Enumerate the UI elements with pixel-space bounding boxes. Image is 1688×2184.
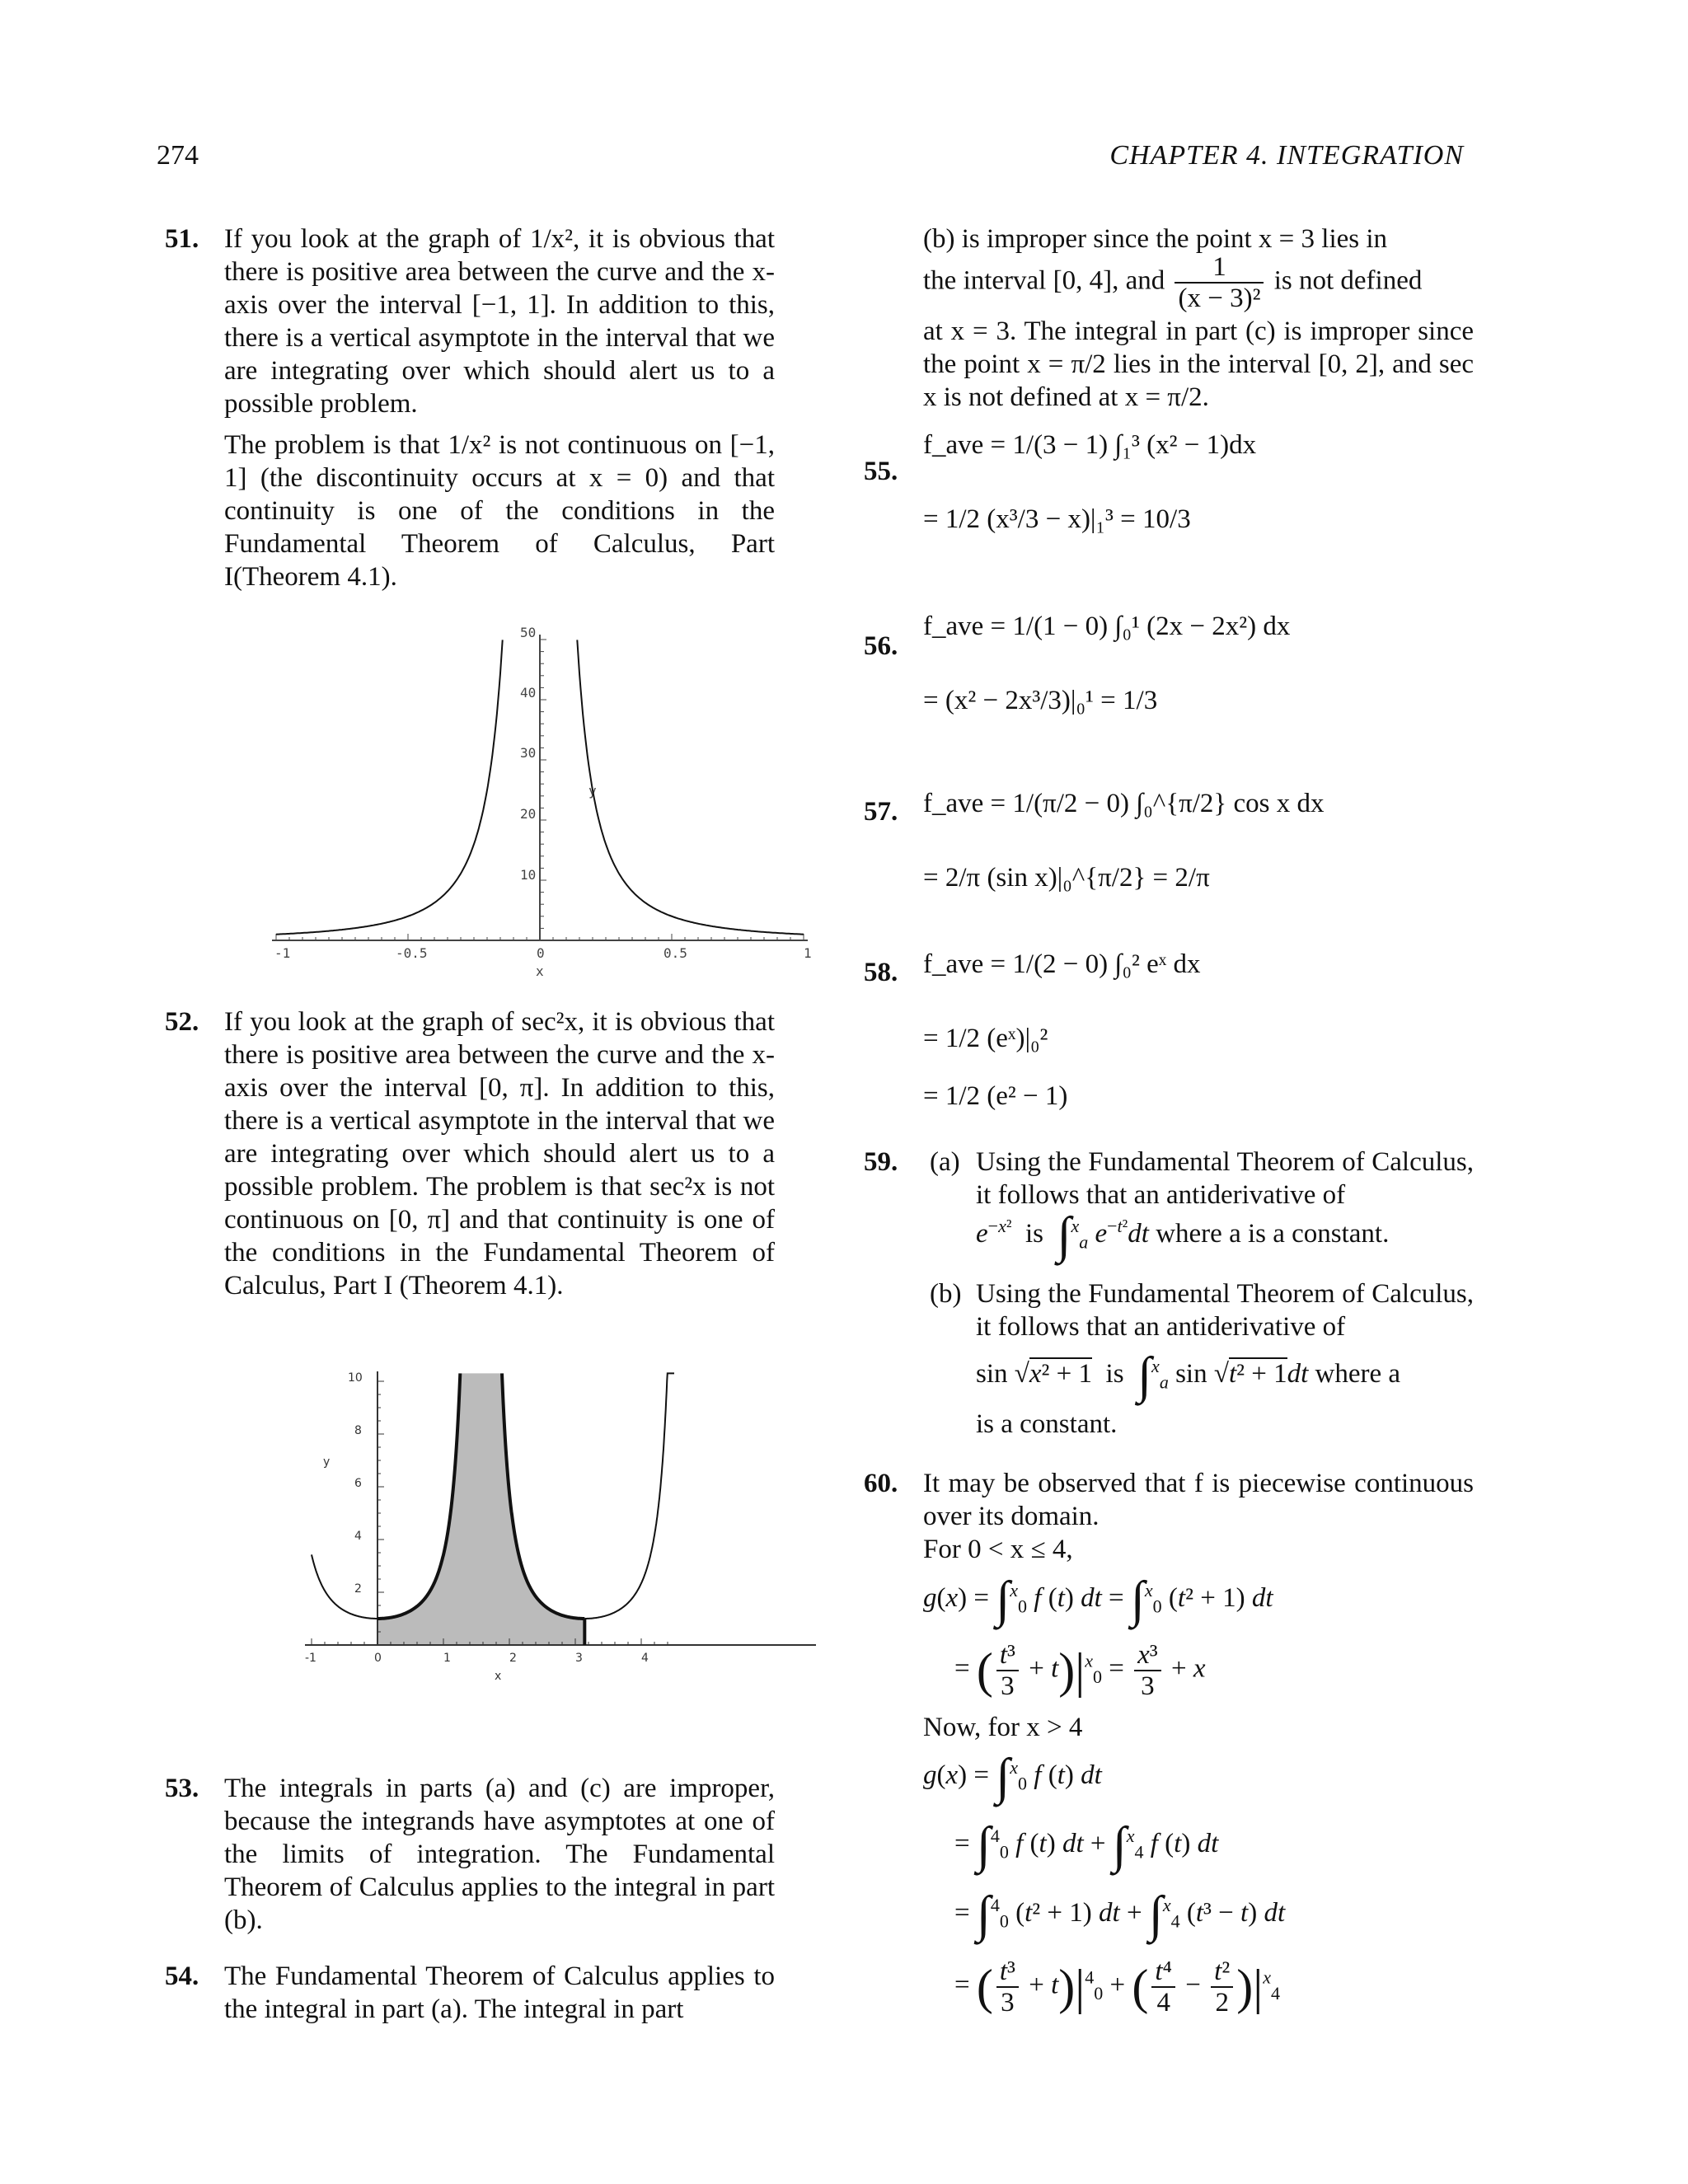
part-a-label: (a)	[930, 1147, 960, 1177]
problem-60-text: It may be observed that f is piecewise continuous over its domain.	[923, 1469, 1474, 1531]
part-b-formula: sin √x² + 1 is ∫$^x_a$ sin √t² + 1dt where a	[976, 1347, 1401, 1404]
x-tick-label: 0	[374, 1652, 382, 1665]
g-definition-line1: g(x) = ∫$^x_0$ f (t) dt = ∫$^x_0$ (t² + 1) dt	[923, 1572, 1273, 1629]
problem-60	[864, 1467, 1474, 2018]
problem-56	[864, 610, 1474, 758]
problem-56-line1: f_ave = 1/(1 − 0) ∫₀¹ (2x − 2x²) dx	[923, 612, 1291, 641]
y-tick-label: 20	[520, 806, 537, 822]
problem-54-text: The Fundamental Theorem of Calculus applies to the integral in part (a). The integral in part	[224, 1961, 775, 2024]
problem-51-para2: The problem is that 1/x² is not continuous on [−1, 1] (the discontinuity occurs at x = 0) and that continuity is one of the conditions in the Fundamental Theorem of Calculus, Part I(Theorem 4.1).	[224, 430, 775, 592]
g-definition-line6: = ( $\frac{\text{t³}}{3}$ + $t)|^4_0$ + ( $\frac{\text{t⁴}}{4}$ − $\frac{\text{t²}}{2}$ )$|^x_4$	[954, 1957, 1280, 2018]
curve-branch-right	[584, 1373, 674, 1619]
x-tick-label: 2	[509, 1652, 517, 1665]
y-tick-label: 40	[520, 685, 537, 701]
problem-number: 55.	[864, 457, 898, 486]
part-b-text: Using the Fundamental Theorem of Calculus, it follows that an antiderivative of	[976, 1279, 1474, 1342]
y-tick-label: 6	[354, 1477, 362, 1490]
problem-59	[864, 1146, 1474, 1442]
fraction: $\frac{1}{\text{(x − 3)²}}$	[1175, 252, 1264, 313]
x-axis-label: x	[536, 963, 544, 979]
problem-number: 53.	[165, 1774, 199, 1803]
y-tick-label: 10	[520, 867, 537, 883]
graph-reciprocal-square	[264, 626, 824, 989]
shaded-area	[377, 1373, 584, 1645]
problem-number: 57.	[864, 797, 898, 827]
x-tick-label: 4	[641, 1652, 649, 1665]
x-tick-label: 1	[804, 945, 812, 961]
y-axis-label: y	[323, 1455, 331, 1469]
problem-57-line1: f_ave = 1/(π/2 − 0) ∫₀^{π/2} cos x dx	[923, 789, 1325, 818]
graph-sec-squared	[272, 1368, 832, 1698]
y-tick-label: 30	[520, 745, 537, 761]
problem-51-para1: If you look at the graph of 1/x², it is obvious that there is positive area between the curve and the x-axis over the interval [−1, 1]. In addition to this, there is a vertical asymptote in the interval that we are integrating over which should alert us to a possible problem.	[224, 224, 775, 419]
problem-60-case2: Now, for x > 4	[923, 1713, 1083, 1742]
part-b-label: (b)	[930, 1279, 962, 1309]
problem-number: 56.	[864, 631, 898, 661]
y-tick-label: 2	[354, 1582, 362, 1596]
curve-right-branch	[577, 640, 804, 934]
part-a-formula: $e^{-x^2}$ is ∫$^x_a$ $e^{-t^2}dt$ where a is a constant.	[976, 1207, 1390, 1264]
curve-left-branch	[276, 640, 503, 934]
x-tick-label: -1	[274, 945, 291, 961]
problem-54-cont-line3: at x = 3. The integral in part (c) is improper since the point x = π/2 lies in the interval [0, 2], and sec x is not defined at x = π/2.	[923, 316, 1474, 412]
problem-number: 60.	[864, 1469, 898, 1498]
problem-55-line1: f_ave = 1/(3 − 1) ∫₁³ (x² − 1)dx	[923, 430, 1257, 460]
problem-54-cont-line1: (b) is improper since the point x = 3 lies in	[923, 224, 1388, 254]
y-tick-label: 10	[348, 1371, 363, 1385]
problem-number: 52.	[165, 1007, 199, 1037]
problem-number: 59.	[864, 1147, 898, 1177]
problem-58-line1: f_ave = 1/(2 − 0) ∫₀² eˣ dx	[923, 949, 1201, 979]
problem-55	[864, 429, 1474, 577]
x-tick-label: -1	[305, 1652, 316, 1665]
g-definition-line2: = ( $\frac{\text{t³}}{3}$ + $t)|^x_0$ = $\frac{\text{x³}}{3}$ + x	[954, 1640, 1206, 1701]
x-tick-label: -0.5	[396, 945, 428, 961]
y-tick-label: 50	[520, 626, 537, 640]
g-definition-line4: = ∫$^4_0$ f (t) dt + ∫$^x_4$ f (t) dt	[954, 1817, 1219, 1874]
problem-58	[864, 948, 1474, 1146]
g-definition-line5: = ∫$^4_0$ (t² + 1) dt + ∫$^x_4$ (t³ − t) dt	[954, 1886, 1286, 1943]
part-b-end: is a constant.	[976, 1409, 1118, 1439]
problem-53-text: The integrals in parts (a) and (c) are improper, because the integrands have asymptotes at one of the limits of integration. The Fundamental Theorem of Calculus applies to the integral in part (b).	[224, 1774, 775, 1935]
problem-58-line2: = 1/2 (eˣ)|₀²	[923, 1024, 1048, 1053]
problem-57	[864, 787, 1474, 935]
chapter-title: CHAPTER 4. INTEGRATION	[1109, 140, 1464, 171]
problem-57-line2: = 2/π (sin x)|₀^{π/2} = 2/π	[923, 863, 1210, 893]
x-tick-label: 0	[537, 945, 545, 961]
x-tick-label: 0.5	[663, 945, 687, 961]
problem-52-text: If you look at the graph of sec²x, it is obvious that there is positive area between the curve and the x-axis over the interval [0, π]. In addition to this, there is a vertical asymptote in the interval that we are integrating over which should alert us to a possible problem. The problem is that sec²x is not continuous on [0, π] and that continuity is one of the conditions in the Fundamental Theorem of Calculus, Part I (Theorem 4.1).	[224, 1007, 775, 1301]
y-tick-label: 8	[354, 1424, 362, 1437]
y-tick-label: 4	[354, 1530, 362, 1543]
x-axis-label: x	[495, 1670, 502, 1683]
problem-55-line2: = 1/2 (x³/3 − x)|₁³ = 10/3	[923, 504, 1191, 534]
g-definition-line3: g(x) = ∫$^x_0$ f (t) dt	[923, 1749, 1102, 1806]
page-number: 274	[157, 140, 199, 171]
curve-branch-left	[312, 1554, 377, 1619]
problem-54-cont-line2: the interval [0, 4], and $\frac{1}{\text{(x − 3)²}}$ is not defined	[923, 252, 1423, 313]
x-tick-label: 1	[443, 1652, 451, 1665]
problem-number: 58.	[864, 958, 898, 987]
problem-58-line3: = 1/2 (e² − 1)	[923, 1081, 1068, 1111]
problem-number: 54.	[165, 1961, 199, 1991]
part-a-text: Using the Fundamental Theorem of Calculus, it follows that an antiderivative of	[976, 1147, 1474, 1210]
problem-60-case1: For 0 < x ≤ 4,	[923, 1535, 1073, 1564]
y-axis-label: y	[588, 783, 597, 799]
problem-56-line2: = (x² − 2x³/3)|₀¹ = 1/3	[923, 686, 1158, 715]
x-tick-label: 3	[575, 1652, 583, 1665]
problem-number: 51.	[165, 224, 199, 254]
